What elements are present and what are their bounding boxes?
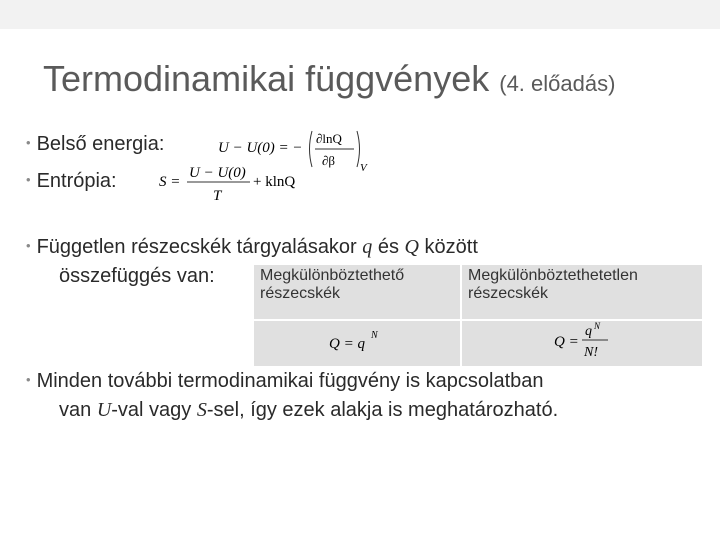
title-lecture-number: (4. előadás) [499, 71, 616, 96]
formula-s-denominator: T [213, 188, 222, 204]
formula-s-rest: + klnQ [253, 174, 296, 190]
formula-indist-lhs: Q = [554, 334, 579, 350]
bullet-independent-line2: összefüggés van: [59, 265, 215, 287]
bullet-internal-energy [26, 133, 164, 156]
suffix-val-vagy: -val vagy [111, 399, 192, 421]
top-strip [0, 0, 720, 29]
formula-ie-subscript: V [360, 162, 367, 174]
formula-indistinguishable [552, 321, 612, 361]
partition-function-table [252, 263, 704, 368]
table-cell-indistinguishable-formula [461, 320, 703, 367]
table-header-distinguishable: Megkülönböztethető részecskék [253, 264, 461, 320]
symbol-Q: Q [404, 236, 419, 258]
formula-ie-lhs: U − U(0) = − [218, 140, 303, 156]
bullet-dot-icon: • [26, 238, 31, 253]
suffix-sel-rest: -sel, így ezek alakja is meghatározható. [206, 399, 559, 421]
title-main: Termodinamikai függvények [43, 58, 490, 99]
formula-ie-denominator: ∂β [322, 153, 336, 168]
table-header-row [253, 264, 703, 320]
bullet-further-functions [26, 370, 544, 393]
bullet-further-line2 [59, 399, 558, 422]
bullet-dot-icon: • [26, 372, 31, 387]
bullet-entropy [26, 170, 117, 193]
formula-indist-num-exponent: N [594, 321, 601, 331]
bullet-further-line1: Minden további termodinamikai függvény is kapcsolatban [36, 370, 544, 392]
formula-distinguishable [327, 326, 387, 356]
symbol-U: U [96, 399, 112, 421]
bullet-internal-energy-label: Belső energia: [36, 133, 165, 155]
bullet-independent-text: Független részecskék tárgyalásakor [36, 236, 357, 258]
table-cell-distinguishable-formula [253, 320, 461, 367]
formula-ie-numerator: ∂lnQ [316, 131, 342, 146]
slide-title [43, 58, 615, 100]
formula-ie-left-paren [310, 131, 313, 167]
bullet-independent-particles [26, 236, 478, 259]
formula-s-lhs: S = [159, 174, 181, 190]
formula-entropy [157, 160, 307, 206]
bullet-dot-icon: • [26, 172, 31, 187]
table-header-indistinguishable: Megkülönböztethetetlen részecskék [461, 264, 703, 320]
formula-indist-numerator: q [585, 324, 592, 339]
bullet-dot-icon: • [26, 135, 31, 150]
bullet-entropy-label: Entrópia: [36, 170, 117, 192]
word-and: és [377, 236, 399, 258]
symbol-q: q [362, 236, 373, 258]
word-between: között [424, 236, 478, 258]
table-row [253, 320, 703, 367]
word-van: van [59, 399, 92, 421]
formula-indist-denominator: N! [584, 345, 598, 360]
formula-dist-base: Q = q [329, 336, 365, 352]
formula-dist-exponent: N [371, 330, 378, 341]
formula-s-numerator: U − U(0) [189, 165, 246, 181]
symbol-S: S [196, 399, 207, 421]
